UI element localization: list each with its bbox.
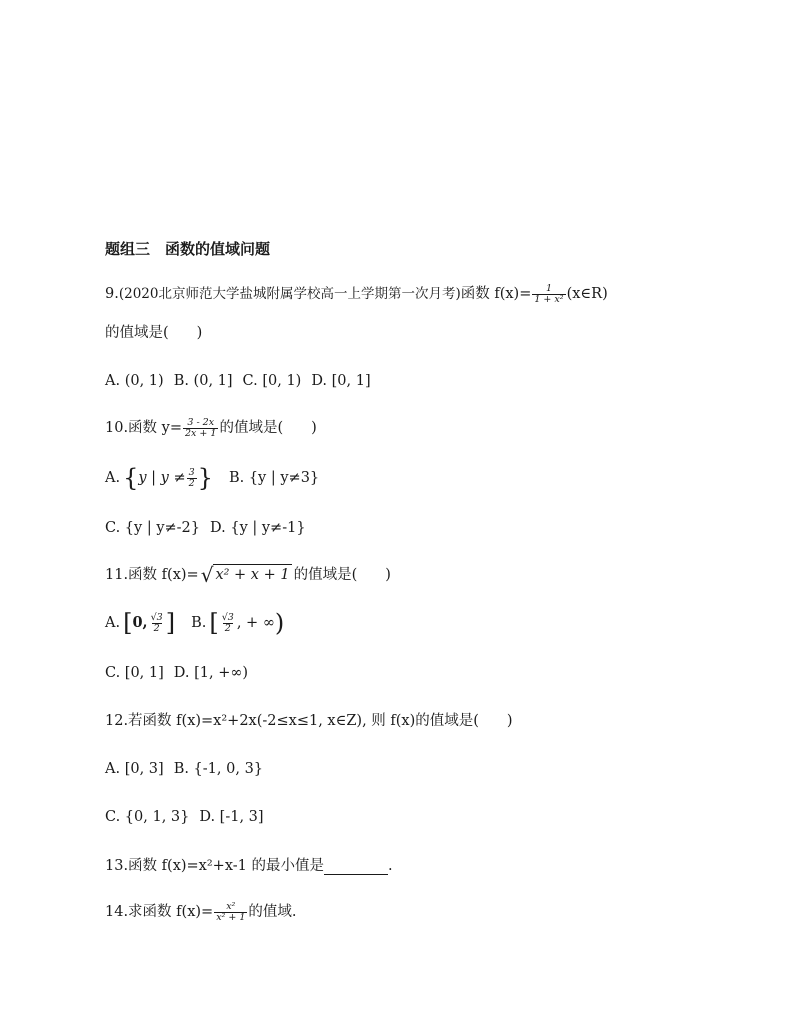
q11-option-b-label[interactable]: B. <box>191 615 207 631</box>
q11-option-a-fraction <box>149 613 165 633</box>
q14-fraction <box>214 902 247 922</box>
q11-opta-frac-num: √3 <box>150 612 163 623</box>
q11-optb-frac-num: √3 <box>221 612 234 623</box>
question-11-options-cd <box>105 663 258 683</box>
q9-frac-den: 1 + x² <box>534 293 564 305</box>
q11-option-d[interactable]: D. [1, +∞) <box>173 665 249 681</box>
question-14-stem <box>105 902 297 922</box>
q12-option-b[interactable]: B. {-1, 0, 3} <box>173 761 264 777</box>
question-9-stem <box>105 284 608 304</box>
q10-option-d[interactable]: D. {y | y≠-1} <box>210 520 306 536</box>
q9-line2: 的值域是( <box>105 325 169 341</box>
q11-radicand: x² + x + 1 <box>213 564 291 586</box>
question-12-options-cd <box>105 807 274 827</box>
q9-fraction <box>532 284 565 304</box>
q10-option-b[interactable]: B. {y | y≠3} <box>228 470 320 486</box>
question-9-line2 <box>105 323 202 343</box>
section-title: 题组三 函数的值域问题 <box>105 240 271 258</box>
question-13-stem <box>105 856 393 876</box>
q9-stem-prefix: 函数 f(x)= <box>460 286 532 302</box>
q14-suffix: 的值域. <box>248 904 297 920</box>
q10-frac-den: 2x + 1 <box>185 427 217 439</box>
q12-end: ) <box>506 713 513 729</box>
q9-source: (2020北京师范大学盐城附属学校高一上学期第一次月考) <box>118 286 461 302</box>
q11-prefix: 11.函数 f(x)= <box>105 567 199 583</box>
q11-option-a-label[interactable]: A. <box>105 615 121 631</box>
q11-opta-frac-den: 2 <box>153 622 160 634</box>
q10-option-c[interactable]: C. {y | y≠-2} <box>105 520 201 536</box>
question-10-stem <box>105 418 317 438</box>
question-12-options-ab <box>105 759 273 779</box>
q10-frac-num: 3 - 2x <box>187 417 215 428</box>
q12-option-d[interactable]: D. [-1, 3] <box>199 809 264 825</box>
q12-option-c[interactable]: C. {0, 1, 3} <box>105 809 190 825</box>
q9-line2-end: ) <box>196 325 203 341</box>
q9-option-a[interactable]: A. (0, 1) <box>105 373 164 389</box>
q13-stem: 13.函数 f(x)=x²+x-1 的最小值是 <box>105 858 324 874</box>
q10-option-a-label[interactable]: A. <box>105 470 121 486</box>
q11-option-c[interactable]: C. [0, 1] <box>105 665 164 681</box>
q10-prefix: 10.函数 y= <box>105 420 183 436</box>
q11-end: ) <box>385 567 391 583</box>
q10-fraction <box>183 418 218 438</box>
q10-opta-frac-num: 3 <box>188 467 195 478</box>
q12-stem: 12.若函数 f(x)=x²+2x(-2≤x≤1, x∈Z), 则 f(x)的值域是( <box>105 713 479 729</box>
q11-option-b-right: , + ∞ <box>236 615 275 631</box>
q14-frac-num: x² <box>226 901 236 912</box>
q10-end: ) <box>311 420 317 436</box>
q9-option-c[interactable]: C. [0, 1) <box>242 373 302 389</box>
q10-opta-frac-den: 2 <box>188 477 195 489</box>
q13-end: . <box>387 858 393 874</box>
question-11-stem <box>105 564 391 586</box>
q9-option-b[interactable]: B. (0, 1] <box>173 373 233 389</box>
q12-option-a[interactable]: A. [0, 3] <box>105 761 164 777</box>
q14-frac-den: x² + 1 <box>216 911 246 923</box>
q11-option-b-fraction <box>220 613 236 633</box>
q11-suffix: 的值域是( <box>293 567 358 583</box>
q11-sqrt: √ x² + x + 1 <box>200 563 290 587</box>
q9-stem-suffix: (x∈R) <box>566 286 608 302</box>
q10-suffix: 的值域是( <box>219 420 284 436</box>
q13-answer-blank[interactable] <box>324 858 388 875</box>
question-9-options <box>105 371 381 391</box>
q10-option-a-set: y | y ≠ <box>138 470 186 486</box>
q14-prefix: 14.求函数 f(x)= <box>105 904 214 920</box>
q9-frac-num: 1 <box>545 283 552 294</box>
question-10-options-cd <box>105 518 316 538</box>
q11-optb-frac-den: 2 <box>224 622 231 634</box>
q9-option-d[interactable]: D. [0, 1] <box>311 373 371 389</box>
q10-option-a-fraction <box>187 468 197 488</box>
question-12-stem <box>105 711 513 731</box>
question-10-options-ab: A. { y | y ≠ $\frac{3}{2}$ } B. {y | y≠3} <box>105 464 320 492</box>
question-11-options-ab: A. [ 0, $\frac{√3}{2}$ ] B. [ $\frac{√3}{2}$ , + ∞ ) <box>105 609 285 637</box>
q11-option-a-left: 0, <box>132 614 148 631</box>
q9-number: 9. <box>105 286 119 302</box>
